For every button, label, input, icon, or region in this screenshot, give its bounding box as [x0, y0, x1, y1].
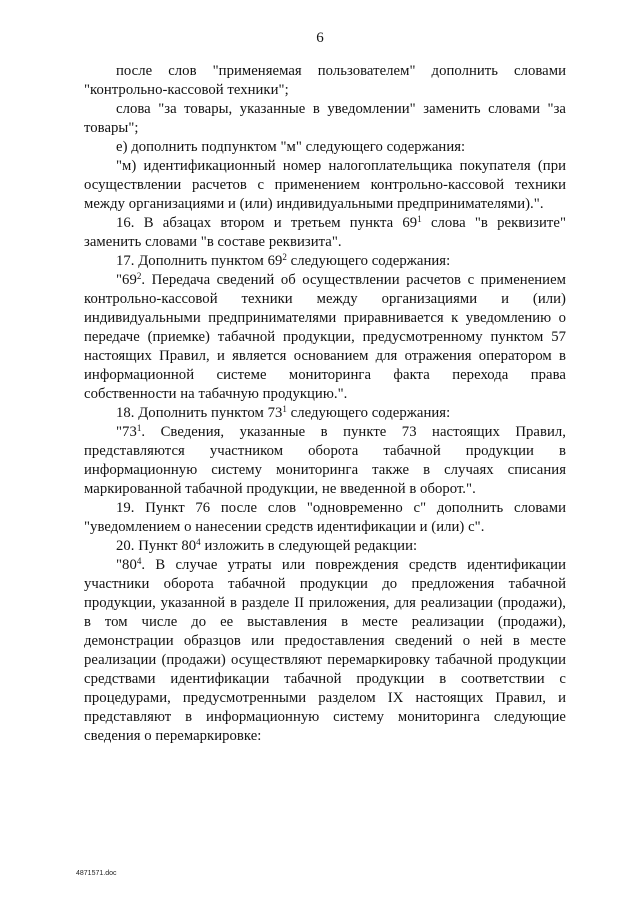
paragraph-text: 16. В абзацах втором и третьем пункта 69 [116, 215, 418, 231]
paragraph-text: . Сведения, указанные в пункте 73 настоящих Правил, представляются участником оборота табачной продукции в информационную систему мониторинга также в случаях списания маркированной табачной продукции, не введенной в оборот.". [84, 424, 566, 497]
paragraph-text: . В случае утраты или повреждения средств идентификации участники оборота табачной продукции до предложения табачной продукции, указанной в разделе II приложения, для реализации (продажи), в том числе до ее выставления в месте реализации (продажи), демонстрации образцов или предоставления сведений о ней в месте реализации (продажи) осуществляют перемаркировку табачной продукции средствами идентификации табачной продукции в соответствии с процедурами, предусмотренными разделом IX настоящих Правил, и представляют в информационную систему мониторинга следующие сведения о перемаркировке: [84, 557, 566, 744]
paragraph-text: 18. Дополнить пунктом 73 [116, 405, 283, 421]
superscript: 2 [136, 271, 142, 281]
paragraph [84, 138, 566, 157]
paragraph [84, 423, 566, 499]
paragraph-text: слова "в реквизите" заменить словами "в составе реквизита". [84, 215, 566, 250]
paragraph [84, 252, 566, 271]
paragraph-text: слова "за товары, указанные в уведомлении" заменить словами "за товары"; [84, 101, 566, 136]
superscript: 4 [196, 537, 201, 547]
page-number: 6 [316, 30, 324, 46]
paragraph [84, 537, 566, 556]
paragraph-text: 20. Пункт 80 [116, 538, 197, 554]
paragraph-text: следующего содержания: [286, 253, 451, 269]
paragraph-text: . Передача сведений об осуществлении расчетов с применением контрольно-кассовой техники между организациями и (или) индивидуальными предпринимателями приравнивается к уведомлению о передаче (приемке) табачной продукции, предусмотренному пунктом 57 настоящих Правил, и является основанием для отражения оператором в информационной системе мониторинга факта перехода права собственности на табачную продукцию.". [84, 272, 566, 402]
paragraph-text: 17. Дополнить пунктом 69 [116, 253, 283, 269]
paragraph-text: "м) идентификационный номер налогоплательщика покупателя (при осуществлении расчетов с применением контрольно-кассовой техники между организациями и (или) индивидуальными предпринимателями).". [84, 158, 566, 212]
file-name-footer: 4871571.doc [76, 870, 117, 877]
paragraph-text: "69 [116, 272, 137, 288]
superscript: 1 [136, 423, 142, 433]
paragraph-text: 19. Пункт 76 после слов "одновременно с" дополнить словами "уведомлением о нанесении средств идентификации и (или) с". [84, 500, 566, 535]
document-body [84, 62, 566, 746]
paragraph [84, 499, 566, 537]
paragraph [84, 100, 566, 138]
paragraph [84, 214, 566, 252]
paragraph-text: "80 [116, 557, 137, 573]
paragraph [84, 62, 566, 100]
paragraph [84, 271, 566, 404]
superscript: 4 [136, 556, 142, 566]
superscript: 2 [282, 252, 287, 262]
paragraph-text: изложить в следующей редакции: [200, 538, 418, 554]
paragraph [84, 556, 566, 746]
paragraph-text: "73 [116, 424, 137, 440]
paragraph [84, 404, 566, 423]
paragraph-text: е) дополнить подпунктом "м" следующего содержания: [116, 139, 466, 155]
paragraph-text: следующего содержания: [286, 405, 451, 421]
paragraph-text: после слов "применяемая пользователем" дополнить словами "контрольно-кассовой техники"; [84, 63, 566, 98]
paragraph [84, 157, 566, 214]
superscript: 1 [417, 214, 422, 224]
superscript: 1 [282, 404, 287, 414]
